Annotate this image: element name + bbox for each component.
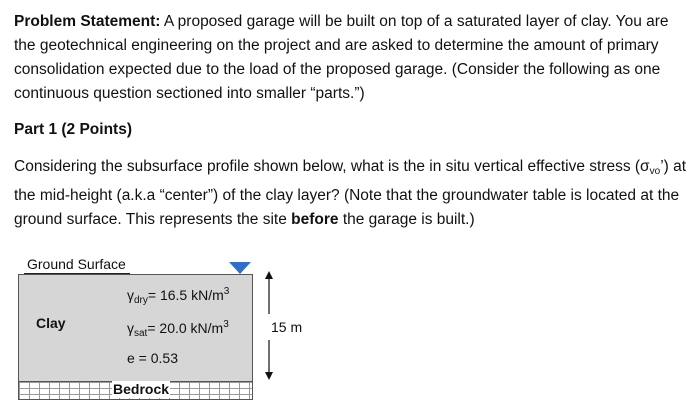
problem-statement <box>14 10 690 106</box>
gamma-dry-value: = 16.5 kN/m <box>147 287 224 303</box>
gamma-sat-subscript: sat <box>134 328 148 339</box>
thickness-label: 15 m <box>271 319 303 335</box>
problem-statement-body: A proposed garage will be built on top of a saturated layer of clay. You are the geotechnical engineering on the project and are asked to determine the amount of primary consolidation expected due to the load of the proposed garage. (Consider the following as one continuous question sectioned into smaller “parts.”) <box>14 13 669 102</box>
bedrock-label: Bedrock <box>113 381 170 397</box>
question-text-end: the garage is built.) <box>338 211 475 228</box>
clay-label: Clay <box>36 315 66 331</box>
gamma-dry-property <box>127 286 229 306</box>
question-text-start: Considering the subsurface profile shown below, what is the in situ vertical effective stress (σ <box>14 158 650 175</box>
gamma-dry-superscript: 3 <box>223 286 230 297</box>
gamma-sat-value: = 20.0 kN/m <box>147 320 224 336</box>
gamma-sat-symbol: γ <box>127 320 134 336</box>
void-ratio-property: e = 0.53 <box>127 350 178 366</box>
water-table-triangle-icon <box>228 261 252 275</box>
sigma-subscript: vo <box>649 166 661 177</box>
water-table-triangle <box>229 262 251 274</box>
part1-question <box>14 155 690 232</box>
gamma-dry-symbol: γ <box>127 287 134 303</box>
question-text-bold: before <box>291 211 339 228</box>
ground-surface-label: Ground Surface <box>27 256 126 272</box>
problem-statement-heading: Problem Statement: <box>14 13 161 30</box>
question-text-mid: ’) at the mid-height (a.k.a “center”) of the clay layer? (Note that the groundwater table is located at the ground surface. This represents the site <box>14 158 687 228</box>
part1-heading-text: Part 1 (2 Points) <box>14 121 132 138</box>
part1-heading <box>14 118 690 142</box>
gamma-sat-superscript: 3 <box>223 319 229 330</box>
gamma-dry-subscript: dry <box>134 295 148 306</box>
subsurface-profile-figure <box>0 250 700 410</box>
gamma-sat-property <box>127 319 229 339</box>
